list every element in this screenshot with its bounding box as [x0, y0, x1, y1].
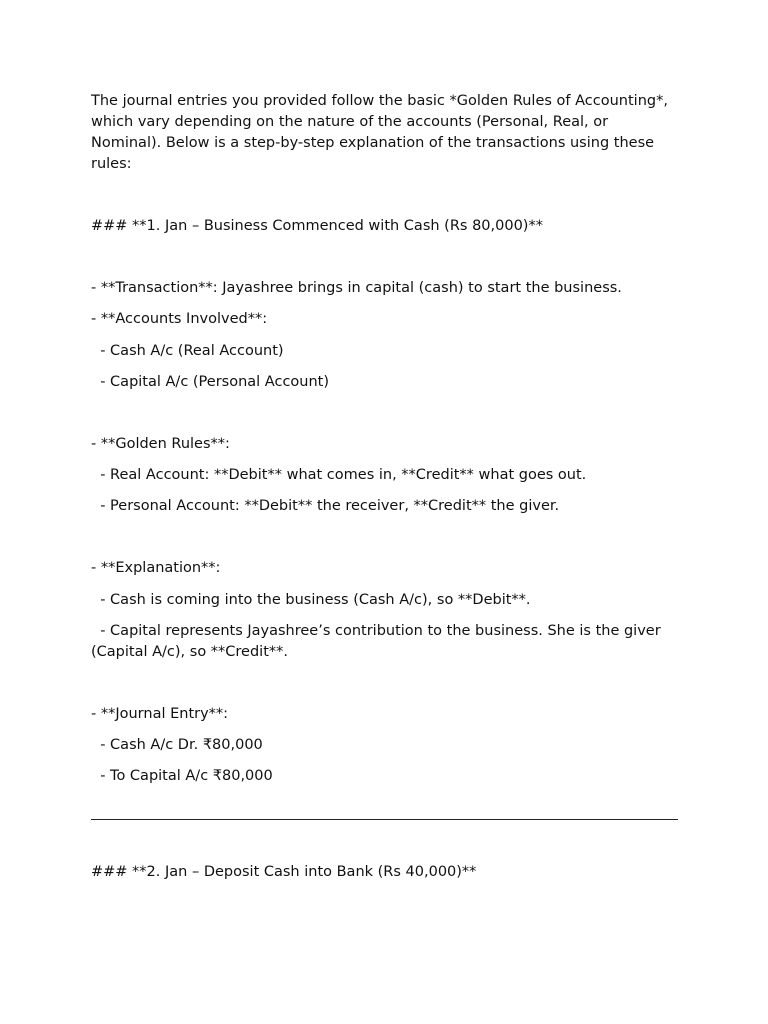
accounts-involved-label: - **Accounts Involved**: [91, 311, 268, 327]
horizontal-divider [91, 819, 678, 820]
intro-paragraph: The journal entries you provided follow the basic *Golden Rules of Accounting*, which vary depending on the nature of the accounts (Personal, Real, or Nominal). Below is a step-by-step explanation of the transactions using these rules: [91, 93, 673, 172]
journal-entry-label: - **Journal Entry**: [91, 706, 229, 722]
golden-rule-item: - Real Account: **Debit** what comes in, **Credit** what goes out. [91, 467, 587, 483]
explanation-label: - **Explanation**: [91, 560, 221, 576]
account-item: - Cash A/c (Real Account) [91, 343, 284, 359]
explanation-item: - Cash is coming into the business (Cash A/c), so **Debit**. [91, 592, 531, 608]
account-item: - Capital A/c (Personal Account) [91, 374, 330, 390]
journal-entry-item: - To Capital A/c ₹80,000 [91, 768, 273, 784]
golden-rule-item: - Personal Account: **Debit** the receiver, **Credit** the giver. [91, 498, 560, 514]
explanation-item: - Capital represents Jayashree’s contribution to the business. She is the giver (Capital A/c), so **Credit**. [91, 623, 666, 660]
golden-rules-label: - **Golden Rules**: [91, 436, 230, 452]
section-1-heading: ### **1. Jan – Business Commenced with Cash (Rs 80,000)** [91, 218, 543, 234]
section-2-heading: ### **2. Jan – Deposit Cash into Bank (Rs 40,000)** [91, 864, 477, 880]
journal-entry-item: - Cash A/c Dr. ₹80,000 [91, 737, 263, 753]
transaction-bullet: - **Transaction**: Jayashree brings in capital (cash) to start the business. [91, 280, 622, 296]
